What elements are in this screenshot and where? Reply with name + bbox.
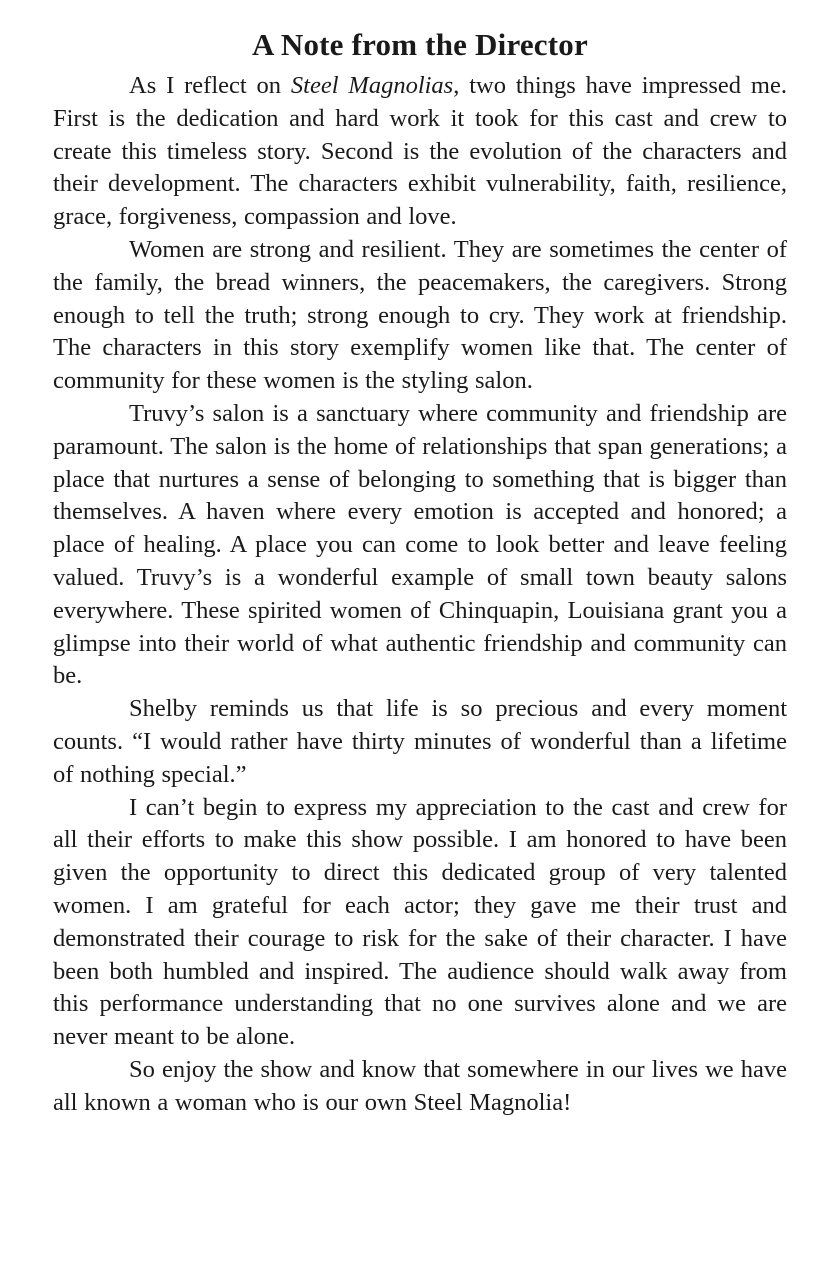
paragraph-closing: So enjoy the show and know that somewhere in our lives we have all known a woman who is our own Steel Magnolia! bbox=[53, 1055, 787, 1116]
paragraph-appreciation: I can’t begin to express my appreciation to the cast and crew for all their efforts to make this show possible. I am honored to have been given the opportunity to direct this dedicated group of very talented women. I am grateful for each actor; they gave me their trust and demonstrated their courage to risk for the sake of their character. I have been both humbled and inspired. The audience should walk away from this performance understanding that no one survives alone and we are never meant to be alone. bbox=[53, 793, 787, 1051]
page-title: A Note from the Director bbox=[252, 27, 588, 62]
paragraph-shelby: Shelby reminds us that life is so precious and every moment counts. “I would rather have thirty minutes of wonderful than a lifetime of nothing special.” bbox=[53, 695, 787, 788]
paragraph-reflection bbox=[53, 70, 787, 234]
paragraph-women: Women are strong and resilient. They are sometimes the center of the family, the bread winners, the peacemakers, the caregivers. Strong enough to tell the truth; strong enough to cry. They work at friendship. The characters in this story exemplify women like that. The center of community for these women is the styling salon. bbox=[53, 235, 787, 395]
play-title-italic: Steel Magnolias bbox=[290, 72, 454, 99]
paragraph-salon: Truvy’s salon is a sanctuary where community and friendship are paramount. The salon is the home of relationships that span generations; a place that nurtures a sense of belonging to something that is bigger than themselves. A haven where every emotion is accepted and honored; a place of healing. A place you can come to look better and leave feeling valued. Truvy’s is a wonderful example of small town beauty salons everywhere. These spirited women of Chinquapin, Louisiana grant you a glimpse into their world of what authentic friendship and community can be. bbox=[53, 399, 787, 690]
paragraph-text: As I reflect on bbox=[129, 72, 291, 99]
paragraph-text: , two things have impressed me. First is the dedication and hard work it took for this cast and crew to create this timeless story. Second is the evolution of the characters and their development. The characters exhibit vulnerability, faith, resilience, grace, forgiveness, compassion and love. bbox=[53, 72, 787, 231]
document-page bbox=[53, 26, 787, 1120]
